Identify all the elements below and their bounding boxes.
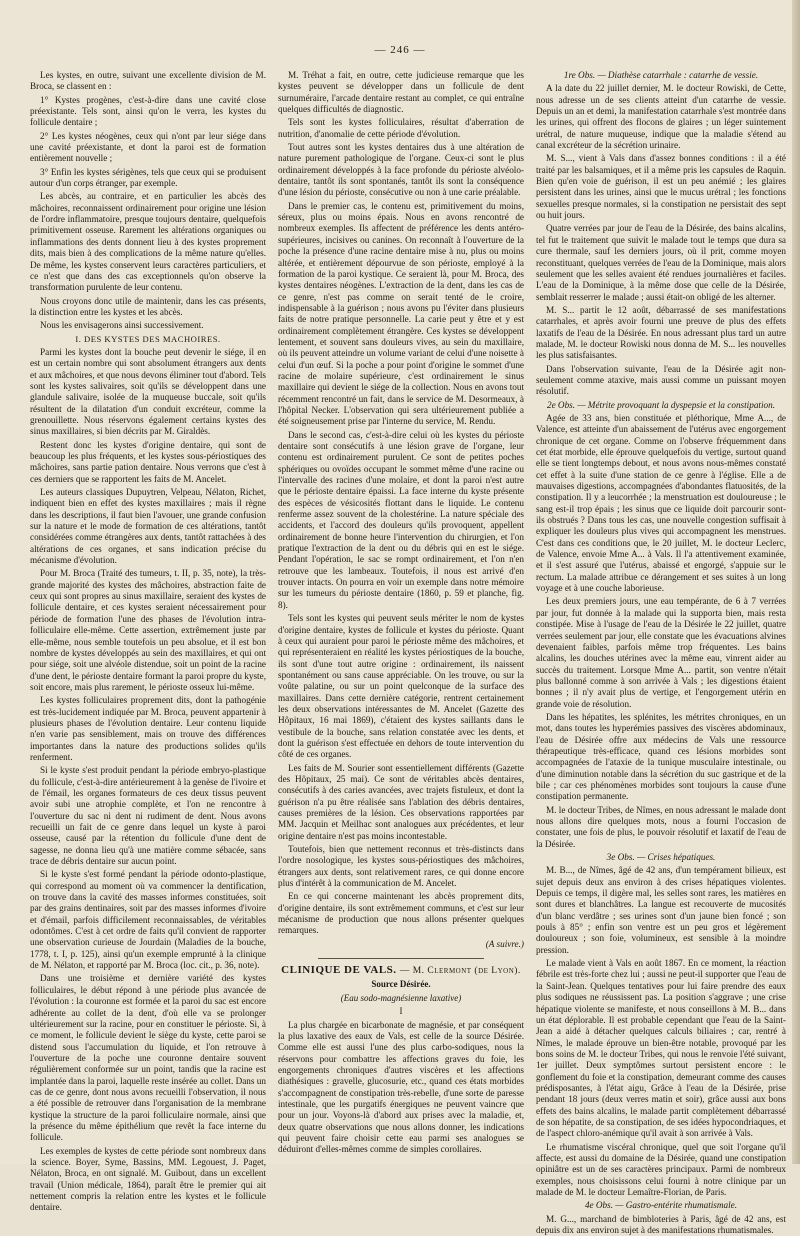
paragraph: Les kystes, en outre, suivant une excellente division de M. Broca, se classent en : (30, 70, 266, 92)
paragraph: Dans l'observation suivante, l'eau de la Désirée agit non-seulement comme ataxive, mais aussi comme un puissant moyen résolutif. (536, 363, 786, 397)
paragraph: 2° Les kystes néogènes, ceux qui n'ont par leur siége dans une cavité préexistante, et dont la paroi est de formation entièrement nouvelle ; (30, 130, 266, 164)
paragraph: Nous les envisagerons ainsi successivement. (40, 320, 204, 331)
paragraph: Quatre verrées par jour de l'eau de la Désirée, des bains alcalins, tel fut le traitement que suivit le malade tout le temps que dura sa cure thermale, sauf les derniers jours, où il prit, comme moyen reconstituant, quelques verrées de l'eau de la Dominique, mais alors seulement que les selles avaient été rendues journalières et faciles. L'eau de la Dominique, à la même dose que celle de la Désirée, semblait resserrer le malade ; aussi était-on obligé de les alterner. (536, 223, 786, 302)
observation-heading: 3e Obs. — Crises hépatiques. (606, 852, 716, 863)
paragraph: Dans les hépatites, les splénites, les métrites chroniques, en un mot, dans toutes les hyperémies passives des viscères abdominaux, l'eau de Désirée offre aux médecins de Vals une ressource thérapeutique très-efficace, quand ces lésions morbides sont accompagnées de l'ataxie de la tunique musculaire intestinale, ou d'une diminution notable dans la sécrétion du suc gastrique et de la bile ; car ces phénomènes morbides sont toujours la cause d'une constipation permanente. (536, 711, 786, 802)
observation-heading: 1re Obs. — Diathèse catarrhale : catarrhe de vessie. (563, 70, 759, 80)
paragraph: Les abcès, au contraire, et en particulier les abcès des mâchoires, reconnaissent ordinairement pour origine une lésion de l'ordre inflammatoire, presque toujours dentaire, quelquefois primitivement osseuse. Rarement les altérations organiques ou inflammations des dents donnent lieu à des kystes proprement dits, mais bien à des complications de la même nature qu'elles. De même, les kystes conservent leurs caractères particuliers, et ce n'est que dans des cas exceptionnels qu'on observe la transformation purulente de leur contenu. (30, 191, 266, 293)
paragraph: Restent donc les kystes d'origine dentaire, qui sont de beaucoup les plus fréquents, et les kystes sous-périostiques des mâchoires, sans partie pation dentaire. Nous verrons que c'est à ces derniers que se rapportent les faits de M. Ancelet. (30, 439, 266, 484)
column-1 (30, 70, 266, 1213)
paragraph: M. S..., vient à Vals dans d'assez bonnes conditions : il a été traité par les balsamiques, et il a même pris les capsules de Raquin. Bien qu'en voie de guérison, il est un peu anémié ; les glaires persistent dans les urines, ainsi que le mucus urétral ; les fonctions sexuelles presque normales, si la constipation ne persistait des sept ou huit jours. (536, 153, 786, 221)
observation-heading: 4e Obs. — Gastro-entérite rhumatismale. (584, 1200, 738, 1211)
paragraph: Les kystes folliculaires proprement dits, dont la pathogénie est très-lucidement indiquée par M. Broca, peuvent appartenir à plusieurs phases de l'évolution dentaire. Leur contenu liquide n'en varie pas sensiblement, mais on trouve des différences importantes dans la nature des productions solides qu'ils renferment. (30, 695, 266, 762)
paragraph: 1° Kystes progènes, c'est-à-dire dans une cavité close préexistante. Tels sont, ainsi qu'on le verra, les kystes du follicule dentaire ; (30, 94, 266, 128)
article-title-text: CLINIQUE DE VALS. (281, 964, 397, 977)
paragraph: Dans une troisième et dernière variété des kystes folliculaires, le début répond à une période plus avancée de l'évolution : la couronne est formée et la paroi du sac est encore adhérente au collet de la dent, d'où elle va se prolonger ultérieurement sur la racine, pour en constituer le périoste. Si, à ce moment, le follicule devient le siège du kyste, cette paroi se distend sous l'accumulation du liquide, et l'on retrouve à l'ouverture de la poche une couronne dentaire souvent régulièrement conformée sur un point, tandis que la racine est implantée dans la paroi, laquelle reste insérée au collet. Dans un cas de ce genre, dont nous avons recueilli l'observation, il nous a été possible de retrouver dans l'organisation de la membrane kystique la structure de la paroi folliculaire normale, ainsi que la présence du même épithélium que revêt la face interne du follicule. (30, 973, 266, 1143)
paragraph: Tels sont les kystes qui peuvent seuls mériter le nom de kystes d'origine dentaire, kystes de follicule et kystes du périoste. Quant à ceux qui auraient pour paroi le périoste même des mâchoires, et qui représenteraient en réalité les kystes périostiques de la bouche, ils sont d'une tout autre origine : ordinairement, ils naissent spontanément ou sans cause appréciable. On les trouve, ou sur la voûte palatine, ou sur un point quelconque de la surface des maxillaires. Dans cette dernière catégorie, rentrent certainement les deux observations intéressantes de M. Ancelet (Gazette des Hôpitaux, 16 mai 1869), c'étaient des kystes saillants dans le vestibule de la bouche, sans relation constatée avec les dents, et dont la guérison s'est effectuée en dehors de toute intervention du côté de ces organes. (278, 613, 524, 760)
paragraph: A la date du 22 juillet dernier, M. le docteur Rowiski, de Cette, nous adresse un de ses clients atteint d'un catarrhe de vessie. Depuis un an et demi, la manifestation catarrhale s'est montrée dans les urines, qui offrent des flocons de glaires ; un léger suintement urétral, de nature muqueuse, indique que la maladie s'étend au canal excréteur de la sécrétion urinaire. (536, 83, 786, 151)
paragraph: M. B..., de Nîmes, âgé de 42 ans, d'un tempérament bilieux, est sujet depuis deux ans environ à des crises hépatiques violentes. Depuis ce temps, il digère mal, les selles sont rares, les matières en sont dures et blanchâtres. La langue est recouverte de mucosités d'un blanc verdâtre ; ses urines sont d'un jaune bien foncé ; son pouls à 85° ; enfin son ventre est un peu gros et légèrement douloureux ; son foie, volumineux, est sensible à la moindre pression. (536, 865, 786, 955)
article-title (278, 965, 524, 977)
paragraph: Dans le second cas, c'est-à-dire celui où les kystes du périoste dentaire sont consécutifs à une lésion grave de l'organe, leur contenu est ordinairement purulent. Ce sont de petites poches sphériques ou ovoïdes occupant le sommet même d'une racine ou l'intervalle des racines d'une molaire, et dont la paroi n'est autre que le périoste dentaire épaissi. La face interne du kyste présente des espèces de vésicosités flottant dans le liquide. Le contenu renferme assez souvent de la cholestérine. La nature spéciale des accidents, et l'accord des douleurs qu'ils provoquent, appellent ordinairement de bonne heure l'intervention du chirurgien, et l'on pratique l'extraction de la dent ou du débris qui en est le siége. Pendant l'opération, le sac se rompt ordinairement, et l'on n'en retrouve que les lambeaux. Toutefois, il nous est arrivé d'en trouver intacts. On pourra en voir un exemple dans notre mémoire sur les tumeurs du périoste dentaire (1860, p. 59 et planche, fig. 8). (278, 429, 524, 610)
article-subtitle: (Eau sodo-magnésienne laxative) (340, 992, 462, 1003)
paragraph: Toutefois, bien que nettement reconnus et très-distincts dans l'ordre nosologique, les kystes sous-périostiques des mâchoires, étrangers aux dents, sont relativement rares, ce qui donne encore plus d'intérêt à la communication de M. Ancelet. (278, 844, 524, 889)
article-source: Source Désirée. (371, 979, 431, 990)
paragraph: Le malade vient à Vals en août 1867. En ce moment, la réaction fébrile est très-forte chez lui ; aussi ne peut-il supporter que l'eau de la Saint-Jean. Quelques tentatives pour lui faire prendre des eaux plus sodiques ne réussissent pas. La position s'aggrave ; une crise hépatique violente se manifeste, et nous conseillons à M. B... dans un état déplorable. Il est probable cependant que l'eau de la Saint-Jean a aidé à détacher quelques calculs biliaires ; car, rentré à Nîmes, le malade éprouve un bien-être notable, provoqué par les bons soins de M. le docteur Tribes, qui nous le renvoie l'été suivant, 1er juillet. Deux symptômes surtout persistent encore : le gonflement du foie et la constipation, demeurant comme des causes prédisposantes, à l'état aigu, Grâce à l'eau de la Désirée, prise pendant 18 jours (deux verres matin et soir), grâce aussi aux bons effets des bains alcalins, le malade partit complètement débarrassé de son hépatite, de sa constipation, de ses idées hypocondriaques, et de l'aspect chloro-anémique qu'il avait à son arrivée à Vals. (536, 958, 786, 1139)
paragraph: 3° Enfin les kystes sérigènes, tels que ceux qui se produisent autour d'un corps étranger, par exemple. (30, 166, 266, 189)
column-2 (278, 70, 524, 1160)
column-3 (536, 70, 786, 1236)
observation-heading: 2e Obs. — Métrite provoquant la dyspepsie et la constipation. (546, 399, 776, 410)
paragraph: Le rhumatisme viscéral chronique, quel que soit l'organe qu'il affecte, est aussi du domaine de la Désirée, quand une constipation opiniâtre est un de ses caractères principaux. Parmi de nombreux exemples, nous choisissons celui fourni à notre clinique par un malade de M. le docteur Lemaître-Florian, de Paris. (536, 1141, 786, 1197)
section-heading: I. DES KYSTES DES MACHOIRES. (75, 333, 221, 344)
paragraph: M. G..., marchand de bimbloteries à Paris, âgé de 42 ans, est depuis dix ans environ sujet à des manifestations rhumatismales. (536, 1213, 786, 1236)
paragraph: Parmi les kystes dont la bouche peut devenir le siége, il en est un certain nombre qui sont absolument étrangers aux dents et aux mâchoires, et que nous devons éliminer tout d'abord. Tels sont les kystes salivaires, soit qu'ils se développent dans une glandule salivaire, isolée de la muqueuse buccale, soit qu'ils résultent de la dilatation d'un conduit excréteur, comme la grenouillette. Nous réservons également certains kystes des sinus maxillaires, si bien décrits par M. Giraldès. (30, 346, 266, 437)
paragraph: Tout autres sont les kystes dentaires dus à une altération de nature purement pathologique de l'organe. Ceux-ci sont le plus ordinairement développés à la face profonde du périoste alvéolo-dentaire, tantôt ils sont spontanés, tantôt ils sont la conséquence d'une lésion du périoste, consécutive ou non à une carie préalable. (278, 142, 524, 198)
to-be-continued: (A suivre.) (485, 938, 524, 949)
paragraph: Tels sont les kystes folliculaires, résultat d'aberration de nutrition, d'anomalie de cette période d'évolution. (278, 117, 524, 139)
paragraph: En ce qui concerne maintenant les abcès proprement dits, d'origine dentaire, ils sont extrêmement communs, et c'est sur leur mécanisme de production que nous allons présenter quelques remarques. (278, 891, 524, 936)
paragraph: Pour M. Broca (Traité des tumeurs, t. II, p. 35, note), la très-grande majorité des kystes des mâchoires, abstraction faite de ceux qui sont propres au sinus maxillaire, seraient des kystes de follicule dentaire, et ces kystes seraient nécessairement pour période de formation l'une des phases de l'évolution intra-folliculaire elle-même. Cette assertion, extrêmement juste par elle-même, nous semble toutefois un peu absolue, et il est bon nombre de kystes développés au sein des maxillaires, et qui ont pour siége, soit une alvéole distendue, soit un point de la racine d'une dent, le périoste dentaire formant la paroi propre du kyste, soit encore, mais plus rarement, le périoste osseux lui-même. (30, 568, 266, 692)
paragraph: Si le kyste s'est produit pendant la période embryo-plastique du follicule, c'est-à-dire antérieurement à la genèse de l'ivoire et de l'émail, les organes formateurs de ces deux tissus peuvent avoir subi une atrophie complète, et l'on ne rencontre à l'ouverture du sac ni dent ni rudiment de dent. Nous avons recueilli un fait de ce genre dans lequel un kyste à paroi osseuse, causé par la rétention du follicule d'une dent de sagesse, ne donna lieu qu'à une matière comme sébacée, sans trace de débris dentaire sur aucun point. (30, 765, 266, 867)
article-author: — M. Clermont (de Lyon). (399, 966, 521, 977)
page-edge (792, 0, 800, 1164)
paragraph: Les auteurs classiques Dupuytren, Velpeau, Nélaton, Richet, indiquent bien en effet des kystes maxillaires ; mais il règne dans les descriptions, il faut bien l'avouer, une grande confusion sur la nature et le mode de formation de ces altérations, tantôt considérées comme étrangères aux dents, tantôt rattachées à des altérations de ces organes, et sans indication précise du mécanisme d'évolution. (30, 487, 266, 566)
paragraph: Nous croyons donc utile de maintenir, dans les cas présents, la distinction entre les kystes et les abcès. (30, 295, 266, 317)
article-part-number: I (399, 1006, 403, 1017)
paragraph: M. Tréhat a fait, en outre, cette judicieuse remarque que les kystes peuvent se développer dans un follicule de dent surnuméraire, l'arcade dentaire restant au complet, ce qui entraîne quelques difficultés de diagnostic. (278, 70, 524, 115)
paragraph: Dans le premier cas, le contenu est, primitivement du moins, séreux, plus ou moins épais. Nous en avons rencontré de nombreux exemples. Ils affectent de préférence les dents antéro-supérieures, incisives ou canines. On reconnaît à l'ouverture de la poche la présence d'une racine dentaire mise à nu, plus ou moins altérée, et entièrement dépourvue de son périoste, employé à la formation de la paroi kystique. Ce seraient là, pour M. Broca, des kystes dentaires néogènes. L'extraction de la dent, dans les cas de ce genre, n'est pas comme on serait tenté de le croire, indispensable à la guérison ; nous avons pu l'éviter dans plusieurs faits de notre pratique personnelle. La carie peut y être et y est ordinairement complètement étrangère. Ces kystes se développent lentement, et souvent sans douleurs vives, au sein du maxillaire, où ils peuvent atteindre un volume variant de celui d'une noisette à celui d'un œuf. Si la poche a pour point d'origine le sommet d'une racine de molaire supérieure, c'est ordinairement le sinus maxillaire qui devient le siége de la collection. Nous en avons tout récemment rencontré un fait, dans le service de M. Desormeaux, à l'hôpital Necker. L'observation qui sera ultérieurement publiée a été soigneusement prise par l'interne du service, M. Rendu. (278, 200, 524, 427)
paragraph: Les exemples de kystes de cette période sont nombreux dans la science. Boyer, Syme, Bassins, MM. Legouest, J. Paget, Nélaton, Broca, en ont signalé. M. Guibout, dans un excellent travail (Union médicale, 1864), paraît être le premier qui ait nettement compris la relation entre les kystes et le follicule dentaire. (30, 1145, 266, 1213)
paragraph: Les faits de M. Sourier sont essentiellement différents (Gazette des Hôpitaux, 25 mai). Ce sont de véritables abcès dentaires, consécutifs à des caries avancées, avec trajets fistuleux, et dont la guérison n'a pu être réalisée sans l'ablation des débris dentaires, causes premières de la lésion. Ces observations rapportées par MM. Jacquin et Meilhac sont analogues aux précédentes, et leur origine dentaire n'est pas moins incontestable. (278, 762, 524, 841)
paragraph: Les deux premiers jours, une eau tempérante, de 6 à 7 verrées par jour, fut donnée à la malade qui la supporta bien, mais resta constipée. Mise à l'usage de l'eau de la Désirée le 22 juillet, quatre verrées seulement par jour, elle constate que les évacuations alvines devenaient faibles, parfois même trop fréquentes. Les bains alcalins, les douches utérines avec la même eau, vinrent aider au succès du traitement. Lorsque Mme A... partit, son ventre n'était plus ballonné comme à son arrivée à Vals ; les digestions étaient bonnes ; il n'y avait plus de vertige, et l'engorgement utérin en grande voie de résolution. (536, 596, 786, 709)
paragraph: Si le kyste s'est formé pendant la période odonto-plastique, qui correspond au moment où va commencer la dentification, on trouve dans la cavité des masses informes constituées, soit par des grains dentinaires, soit par des masses informes d'ivoire et d'émail, parfois difficilement reconnaissables, de véritables odontômes. C'est à cet ordre de faits qu'il convient de rapporter une observation curieuse de Jourdain (Maladies de la bouche, 1778, t. I, p. 125), ainsi qu'un exemple emprunté à la clinique de M. Nélaton, et rapporté par M. Broca (loc. cit., p. 36, note). (30, 869, 266, 971)
paragraph: M. S... partit le 12 août, débarrassé de ses manifestations catarrhales, et après avoir fourni une preuve de plus des effets laxatifs de l'eau de la Désirée. En nous adressant plus tard un autre malade, M. le docteur Rowiski nous donna de M. S... les nouvelles les plus satisfaisantes. (536, 304, 786, 361)
page-number: — 246 — (374, 44, 426, 56)
paragraph: La plus chargée en bicarbonate de magnésie, et par conséquent la plus laxative des eaux de Vals, est celle de la source Désirée. Comme elle est aussi l'une des plus carbo-sodiques, nous la réservons pour combattre les affections graves du foie, les engorgements chroniques d'autres viscères et les affections diathésiques : gravelle, glucosurie, etc., quand ces états morbides s'accompagnent de constipation très-rebelle, d'une sorte de paresse intestinale, que les purgatifs énergiques ne peuvent vaincre que pour un jour. Voyons-là d'abord aux prises avec la maladie, et, deux quatre observations que nous allons donner, les indications qui peuvent faire choisir cette eau parmi ses analogues se déduiront d'elles-mêmes comme de simples corollaires. (278, 1019, 524, 1155)
paragraph: Agée de 33 ans, bien constituée et pléthorique, Mme A..., de Valence, est atteinte d'un abaissement de l'utérus avec engorgement chronique de cet organe. Comme on l'observe fréquemment dans cet état morbide, elle éprouve quelquefois du vertige, surtout quand elle se tient longtemps debout, et nous avons nous-mêmes constaté cet effet à la suite d'une station de ce genre à l'église. Elle a de mauvaises digestions, accompagnées d'abondantes flatuosités, de la constipation. Il y a leucorrhée ; la menstruation est douloureuse ; le sang est-il trop épais ; les sinus que ce liquide doit parcourir sont-ils obstrués ? Dans tous les cas, une nouvelle congestion suffisait à expliquer les douleurs plus vives qui accompagnent les menstrues. C'est dans ces conditions que, le 20 juillet, M. le docteur Leclerc, de Valence, envoie Mme A... à Vals. Il l'a attentivement examinée, et il s'est assuré que l'utérus, abaissé et engorgé, s'appuie sur le rectum. La malade attribue ce dérangement et ses suites à un long voyage et à une couche laborieuse. (536, 412, 786, 594)
paragraph: M. le docteur Tribes, de Nîmes, en nous adressant le malade dont nous allons dire quelques mots, nous a fourni l'occasion de constater, une fois de plus, le pouvoir résolutif et laxatif de l'eau de la Désirée. (536, 804, 786, 849)
section-divider (318, 958, 484, 959)
